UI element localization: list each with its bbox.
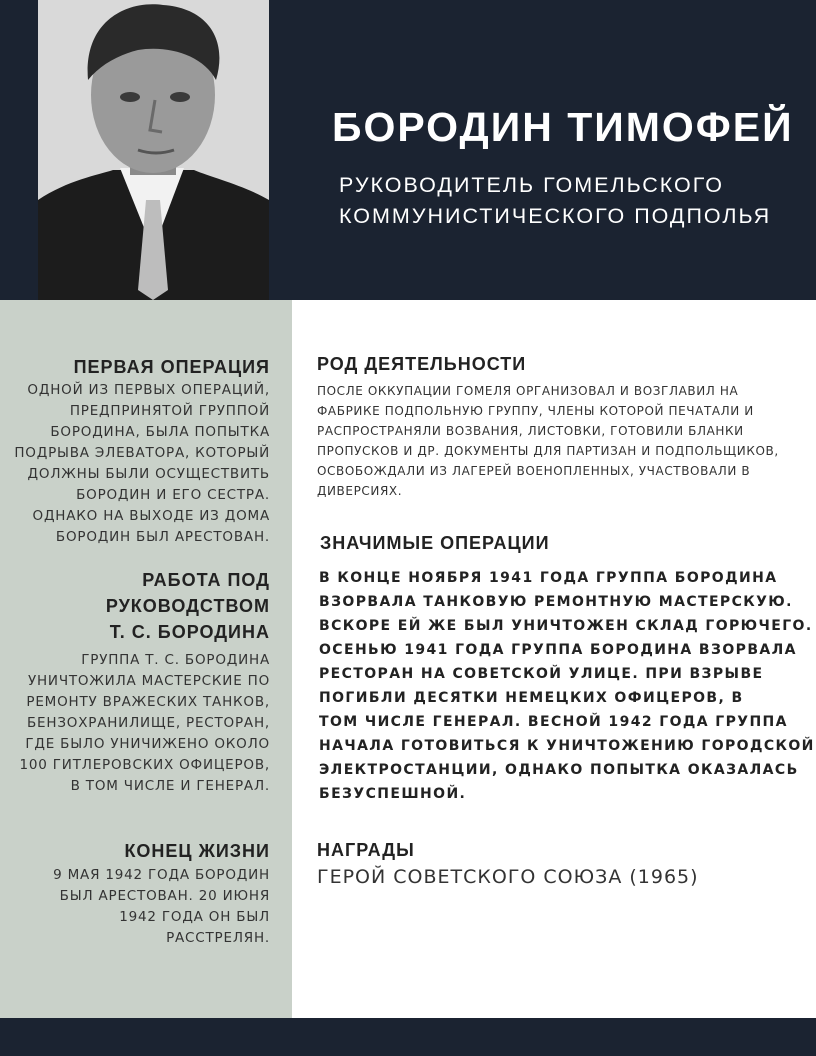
first-operation-heading: ПЕРВАЯ ОПЕРАЦИЯ xyxy=(73,357,270,377)
portrait-photo xyxy=(38,0,269,300)
text-line: ПРЕДПРИНЯТОЙ ГРУППОЙ xyxy=(69,403,270,419)
text-line: ПОДРЫВА ЭЛЕВАТОРА, КОТОРЫЙ xyxy=(14,445,270,461)
text-line: ДИВЕРСИЯХ. xyxy=(317,484,403,498)
awards-text: ГЕРОЙ СОВЕТСКОГО СОЮЗА (1965) xyxy=(317,866,699,888)
text-line: НАЧАЛА ГОТОВИТЬСЯ К УНИЧТОЖЕНИЮ ГОРОДСКОЙ xyxy=(319,738,815,754)
text-line: БОРОДИН БЫЛ АРЕСТОВАН. xyxy=(55,529,270,545)
text-line: ГРУППА Т. С. БОРОДИНА xyxy=(81,652,270,668)
text-line: БЫЛ АРЕСТОВАН. 20 ИЮНЯ xyxy=(59,888,270,904)
text-line: ОДНОЙ ИЗ ПЕРВЫХ ОПЕРАЦИЙ, xyxy=(27,382,270,398)
text-line: РАССТРЕЛЯН. xyxy=(166,930,270,946)
text-line: БЕНЗОХРАНИЛИЩЕ, РЕСТОРАН, xyxy=(26,715,270,731)
text-line: 100 ГИТЛЕРОВСКИХ ОФИЦЕРОВ, xyxy=(19,757,270,773)
text-line: ДОЛЖНЫ БЫЛИ ОСУЩЕСТВИТЬ xyxy=(27,466,270,482)
end-of-life-text xyxy=(53,865,270,949)
text-line: РЕМОНТУ ВРАЖЕСКИХ ТАНКОВ, xyxy=(26,694,270,710)
awards-heading: НАГРАДЫ xyxy=(317,840,415,860)
subtitle xyxy=(339,170,771,232)
text-line: ТОМ ЧИСЛЕ ГЕНЕРАЛ. ВЕСНОЙ 1942 ГОДА ГРУППА xyxy=(319,714,788,730)
text-line: ЭЛЕКТРОСТАНЦИИ, ОДНАКО ПОПЫТКА ОКАЗАЛАСЬ xyxy=(319,762,799,778)
text-line: ГДЕ БЫЛО УНИЧИЖЕНО ОКОЛО xyxy=(25,736,270,752)
heading-line: РАБОТА ПОД xyxy=(142,570,270,590)
text-line: ВЗОРВАЛА ТАНКОВУЮ РЕМОНТНУЮ МАСТЕРСКУЮ. xyxy=(319,594,793,610)
text-line: ОСВОБОЖДАЛИ ИЗ ЛАГЕРЕЙ ВОЕНОПЛЕННЫХ, УЧАСТВОВАЛИ В xyxy=(317,464,751,478)
text-line: ВСКОРЕ ЕЙ ЖЕ БЫЛ УНИЧТОЖЕН СКЛАД ГОРЮЧЕГО. xyxy=(319,618,813,634)
work-heading xyxy=(106,567,270,645)
text-line: ПРОПУСКОВ И ДР. ДОКУМЕНТЫ ДЛЯ ПАРТИЗАН И ПОДПОЛЬЩИКОВ, xyxy=(317,444,779,458)
text-line: РЕСТОРАН НА СОВЕТСКОЙ УЛИЦЕ. ПРИ ВЗРЫВЕ xyxy=(319,666,764,682)
footer-band xyxy=(0,1018,816,1056)
heading-line: Т. С. БОРОДИНА xyxy=(109,622,270,642)
text-line: УНИЧТОЖИЛА МАСТЕРСКИЕ ПО xyxy=(27,673,270,689)
occupation-text xyxy=(317,381,779,501)
subtitle-line: РУКОВОДИТЕЛЬ ГОМЕЛЬСКОГО xyxy=(339,173,724,197)
text-line: РАСПРОСТРАНЯЛИ ВОЗВАНИЯ, ЛИСТОВКИ, ГОТОВИЛИ БЛАНКИ xyxy=(317,424,744,438)
operations-text xyxy=(319,566,815,806)
header-band xyxy=(0,0,816,300)
work-text xyxy=(20,650,270,797)
subtitle-line: КОММУНИСТИЧЕСКОГО ПОДПОЛЬЯ xyxy=(339,204,772,228)
text-line: 9 МАЯ 1942 ГОДА БОРОДИН xyxy=(53,867,270,883)
page-title: БОРОДИН ТИМОФЕЙ xyxy=(332,104,794,150)
text-line: ОДНАКО НА ВЫХОДЕ ИЗ ДОМА xyxy=(32,508,270,524)
text-line: ПОГИБЛИ ДЕСЯТКИ НЕМЕЦКИХ ОФИЦЕРОВ, В xyxy=(319,690,744,706)
text-line: БЕЗУСПЕШНОЙ. xyxy=(319,786,467,802)
occupation-heading: РОД ДЕЯТЕЛЬНОСТИ xyxy=(317,354,527,374)
end-of-life-heading: КОНЕЦ ЖИЗНИ xyxy=(124,841,270,861)
first-operation-text xyxy=(14,380,270,548)
text-line: БОРОДИНА, БЫЛА ПОПЫТКА xyxy=(50,424,270,440)
text-line: ФАБРИКЕ ПОДПОЛЬНУЮ ГРУППУ, ЧЛЕНЫ КОТОРОЙ ПЕЧАТАЛИ И xyxy=(317,404,754,418)
text-line: ОСЕНЬЮ 1941 ГОДА ГРУППА БОРОДИНА ВЗОРВАЛА xyxy=(319,642,797,658)
operations-heading: ЗНАЧИМЫЕ ОПЕРАЦИИ xyxy=(320,533,550,553)
text-line: БОРОДИН И ЕГО СЕСТРА. xyxy=(76,487,270,503)
text-line: В КОНЦЕ НОЯБРЯ 1941 ГОДА ГРУППА БОРОДИНА xyxy=(319,570,778,586)
heading-line: РУКОВОДСТВОМ xyxy=(105,596,270,616)
text-line: В ТОМ ЧИСЛЕ И ГЕНЕРАЛ. xyxy=(70,778,270,794)
text-line: ПОСЛЕ ОККУПАЦИИ ГОМЕЛЯ ОРГАНИЗОВАЛ И ВОЗГЛАВИЛ НА xyxy=(317,384,739,398)
text-line: 1942 ГОДА ОН БЫЛ xyxy=(119,909,270,925)
